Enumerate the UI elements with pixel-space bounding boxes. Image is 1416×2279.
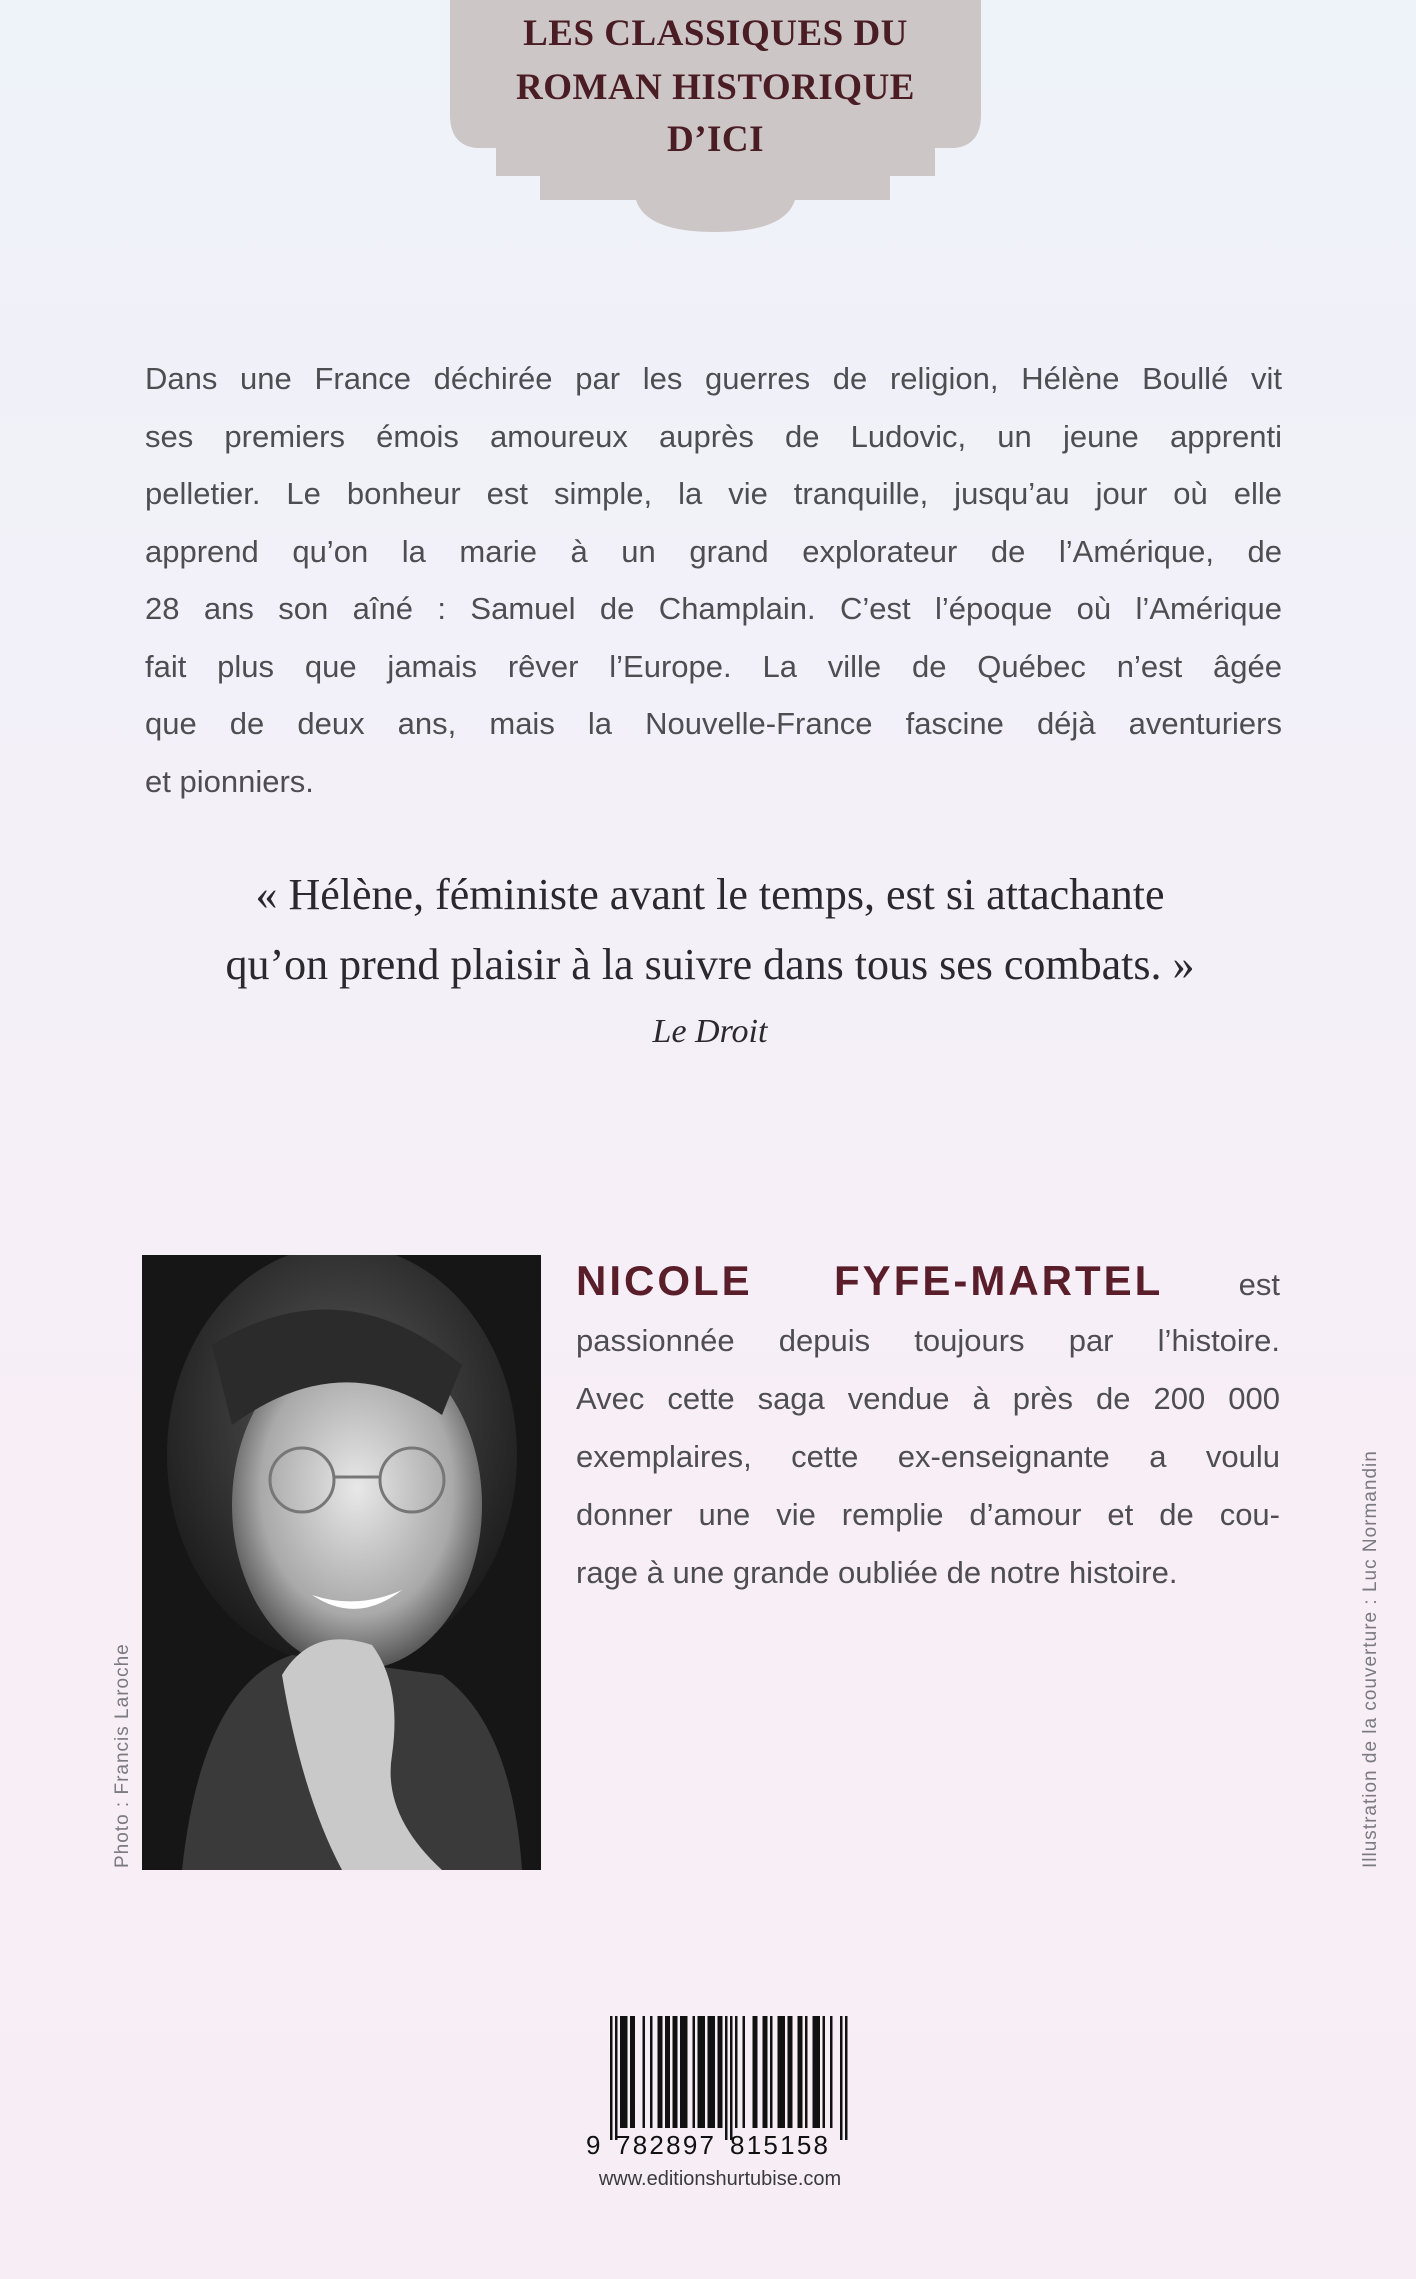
- barcode-bar: [818, 2016, 821, 2128]
- barcode-bar: [630, 2016, 633, 2128]
- barcode-bar: [823, 2016, 826, 2128]
- barcode-bar: [665, 2016, 668, 2128]
- barcode-bar: [625, 2016, 628, 2128]
- barcode-bar: [693, 2016, 696, 2128]
- barcode-bar: [800, 2016, 803, 2128]
- barcode-bar: [633, 2016, 636, 2128]
- barcode-bar: [673, 2016, 676, 2128]
- barcode-bar: [698, 2016, 701, 2128]
- barcode-bar: [680, 2016, 683, 2128]
- barcode-bar: [765, 2016, 768, 2128]
- barcode-bar: [610, 2016, 613, 2140]
- barcode-bar: [703, 2016, 706, 2128]
- synopsis-line: Dans une France déchirée par les guerres de religion, Hélène Boullé vit: [145, 361, 1282, 396]
- series-title-line: ROMAN HISTORIQUE: [516, 67, 915, 108]
- synopsis-line: apprend qu’on la marie à un grand explorateur de l’Amérique, de: [145, 533, 1282, 569]
- barcode-bar: [763, 2016, 766, 2128]
- barcode-bar: [805, 2016, 808, 2128]
- synopsis-line: pelletier. Le bonheur est simple, la vie tranquille, jusqu’au jour où elle: [145, 476, 1282, 511]
- barcode-bar: [643, 2016, 646, 2128]
- barcode-bar: [783, 2016, 786, 2128]
- barcode-bar: [753, 2016, 756, 2128]
- synopsis-line: et pionniers.: [145, 763, 314, 799]
- barcode-bar: [660, 2016, 663, 2128]
- barcode-bar: [815, 2016, 818, 2128]
- barcode-bar: [683, 2016, 686, 2128]
- barcode-bar: [778, 2016, 781, 2128]
- bio-line: passionnée depuis toujours par l’histoire.: [576, 1323, 1280, 1358]
- barcode-bar: [650, 2016, 653, 2128]
- bio-line: Avec cette saga vendue à près de 200 000: [576, 1381, 1280, 1416]
- bio-text: est: [1238, 1267, 1280, 1302]
- barcode-bar: [798, 2016, 801, 2128]
- barcode-bar: [735, 2016, 738, 2128]
- barcode-bar: [755, 2016, 758, 2128]
- barcode-bar: [668, 2016, 671, 2128]
- illustration-credit: Illustration de la couverture : Luc Normandin: [1360, 1450, 1381, 1868]
- barcode-bar: [615, 2016, 618, 2140]
- bio-line: exemplaires, cette ex-enseignante a voulu: [576, 1439, 1280, 1474]
- barcode-left-digits: 782897: [616, 2130, 714, 2156]
- quote-line: qu’on prend plaisir à la suivre dans tous ses combats. »: [225, 940, 1195, 989]
- series-title-line: D’ICI: [666, 119, 765, 160]
- barcode-bar: [620, 2016, 623, 2128]
- barcode-bar: [718, 2016, 721, 2128]
- synopsis: [145, 350, 1282, 810]
- barcode-bar: [713, 2016, 716, 2128]
- barcode-bar: [623, 2016, 626, 2128]
- isbn-barcode: [586, 2016, 852, 2156]
- quote-source: Le Droit: [652, 1013, 768, 1050]
- review-quote: [100, 860, 1320, 1064]
- barcode-bar: [845, 2016, 848, 2140]
- synopsis-line: fait plus que jamais rêver l’Europe. La ville de Québec n’est âgée: [145, 648, 1282, 684]
- synopsis-line: que de deux ans, mais la Nouvelle-France fascine déjà aventuriers: [145, 706, 1282, 741]
- barcode-bar: [840, 2016, 843, 2140]
- publisher-url[interactable]: www.editionshurtubise.com: [598, 2168, 842, 2190]
- series-title-line: LES CLASSIQUES DU: [523, 13, 908, 54]
- barcode-bar: [710, 2016, 713, 2128]
- photo-credit: Photo : Francis Laroche: [112, 1643, 133, 1868]
- barcode-bar: [813, 2016, 816, 2128]
- author-photo: [142, 1255, 541, 1870]
- barcode-first-digit: 9: [586, 2130, 601, 2156]
- barcode-bar: [720, 2016, 723, 2128]
- barcode-bar: [700, 2016, 703, 2128]
- synopsis-line: 28 ans son aîné : Samuel de Champlain. C’est l’époque où l’Amérique: [145, 591, 1282, 626]
- barcode-bar: [685, 2016, 688, 2128]
- barcode-bar: [725, 2016, 728, 2140]
- barcode-bar: [790, 2016, 793, 2128]
- barcode-bar: [730, 2016, 733, 2140]
- bio-line: rage à une grande oubliée de notre histoire.: [576, 1555, 1178, 1590]
- author-bio: [576, 1250, 1280, 1602]
- barcode-bar: [675, 2016, 678, 2128]
- author-name: NICOLE FYFE-MARTEL: [576, 1257, 1164, 1304]
- synopsis-line: ses premiers émois amoureux auprès de Ludovic, un jeune apprenti: [145, 418, 1282, 454]
- barcode-bar: [770, 2016, 773, 2128]
- bio-line: donner une vie remplie d’amour et de cou-: [576, 1497, 1280, 1532]
- barcode-bar: [788, 2016, 791, 2128]
- barcode-bar: [830, 2016, 833, 2128]
- barcode-bar: [743, 2016, 746, 2128]
- barcode-bar: [780, 2016, 783, 2128]
- barcode-bar: [658, 2016, 661, 2128]
- barcode-bar: [708, 2016, 711, 2128]
- bio-line: [576, 1250, 1280, 1312]
- quote-line: « Hélène, féministe avant le temps, est si attachante: [255, 870, 1165, 919]
- barcode-right-digits: 815158: [730, 2130, 828, 2156]
